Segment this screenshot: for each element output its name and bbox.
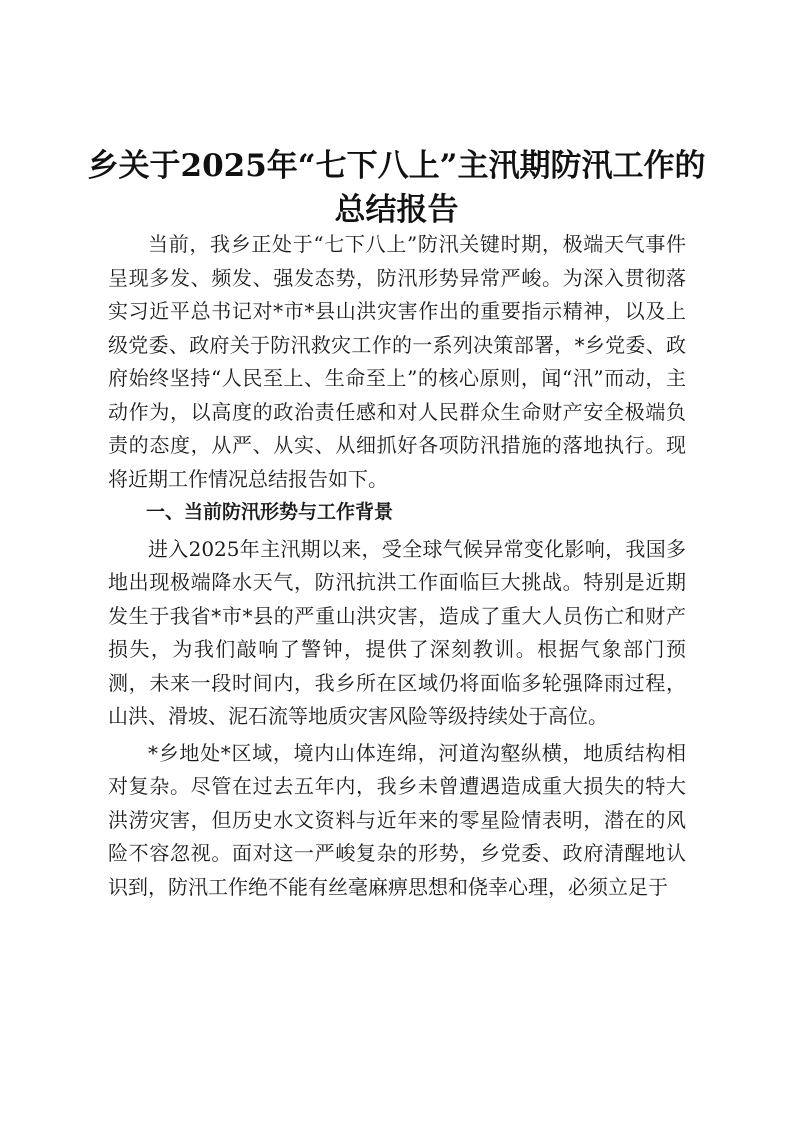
document-body bbox=[108, 228, 686, 904]
body-paragraph-3: *乡地处*区域，境内山体连绵，河道沟壑纵横，地质结构相对复杂。尽管在过去五年内，我乡未曾遭遇造成重大损失的特大洪涝灾害，但历史水文资料与近年来的零星险情表明，潜在的风险不容忽视。面对这一严峻复杂的形势，乡党委、政府清醒地认识到，防汛工作绝不能有丝毫麻痹思想和侥幸心理，必须立足于 bbox=[108, 740, 686, 899]
intro-paragraph: 当前，我乡正处于“七下八上”防汛关键时期，极端天气事件呈现多发、频发、强发态势，防汛形势异常严峻。为深入贯彻落实习近平总书记对*市*县山洪灾害作出的重要指示精神，以及上级党委、政府关于防汛救灾工作的一系列决策部署，*乡党委、政府始终坚持“人民至上、生命至上”的核心原则，闻“汛”而动，主动作为，以高度的政治责任感和对人民群众生命财产安全极端负责的态度，从严、从实、从细抓好各项防汛措施的落地执行。现将近期工作情况总结报告如下。 bbox=[108, 232, 686, 491]
section-heading-1: 一、当前防汛形势与工作背景 bbox=[146, 501, 394, 523]
body-paragraph-2: 进入2025年主汛期以来，受全球气候异常变化影响，我国多地出现极端降水天气，防汛抗洪工作面临巨大挑战。特别是近期发生于我省*市*县的严重山洪灾害，造成了重大人员伤亡和财产损失，为我们敲响了警钟，提供了深刻教训。根据气象部门预测，未来一段时间内，我乡所在区域仍将面临多轮强降雨过程，山洪、滑坡、泥石流等地质灾害风险等级持续处于高位。 bbox=[108, 536, 686, 728]
document-title-line-2: 总结报告 bbox=[334, 192, 459, 228]
document-title-line-1: 乡关于2025年“七下八上”主汛期防汛工作的 bbox=[87, 148, 706, 184]
